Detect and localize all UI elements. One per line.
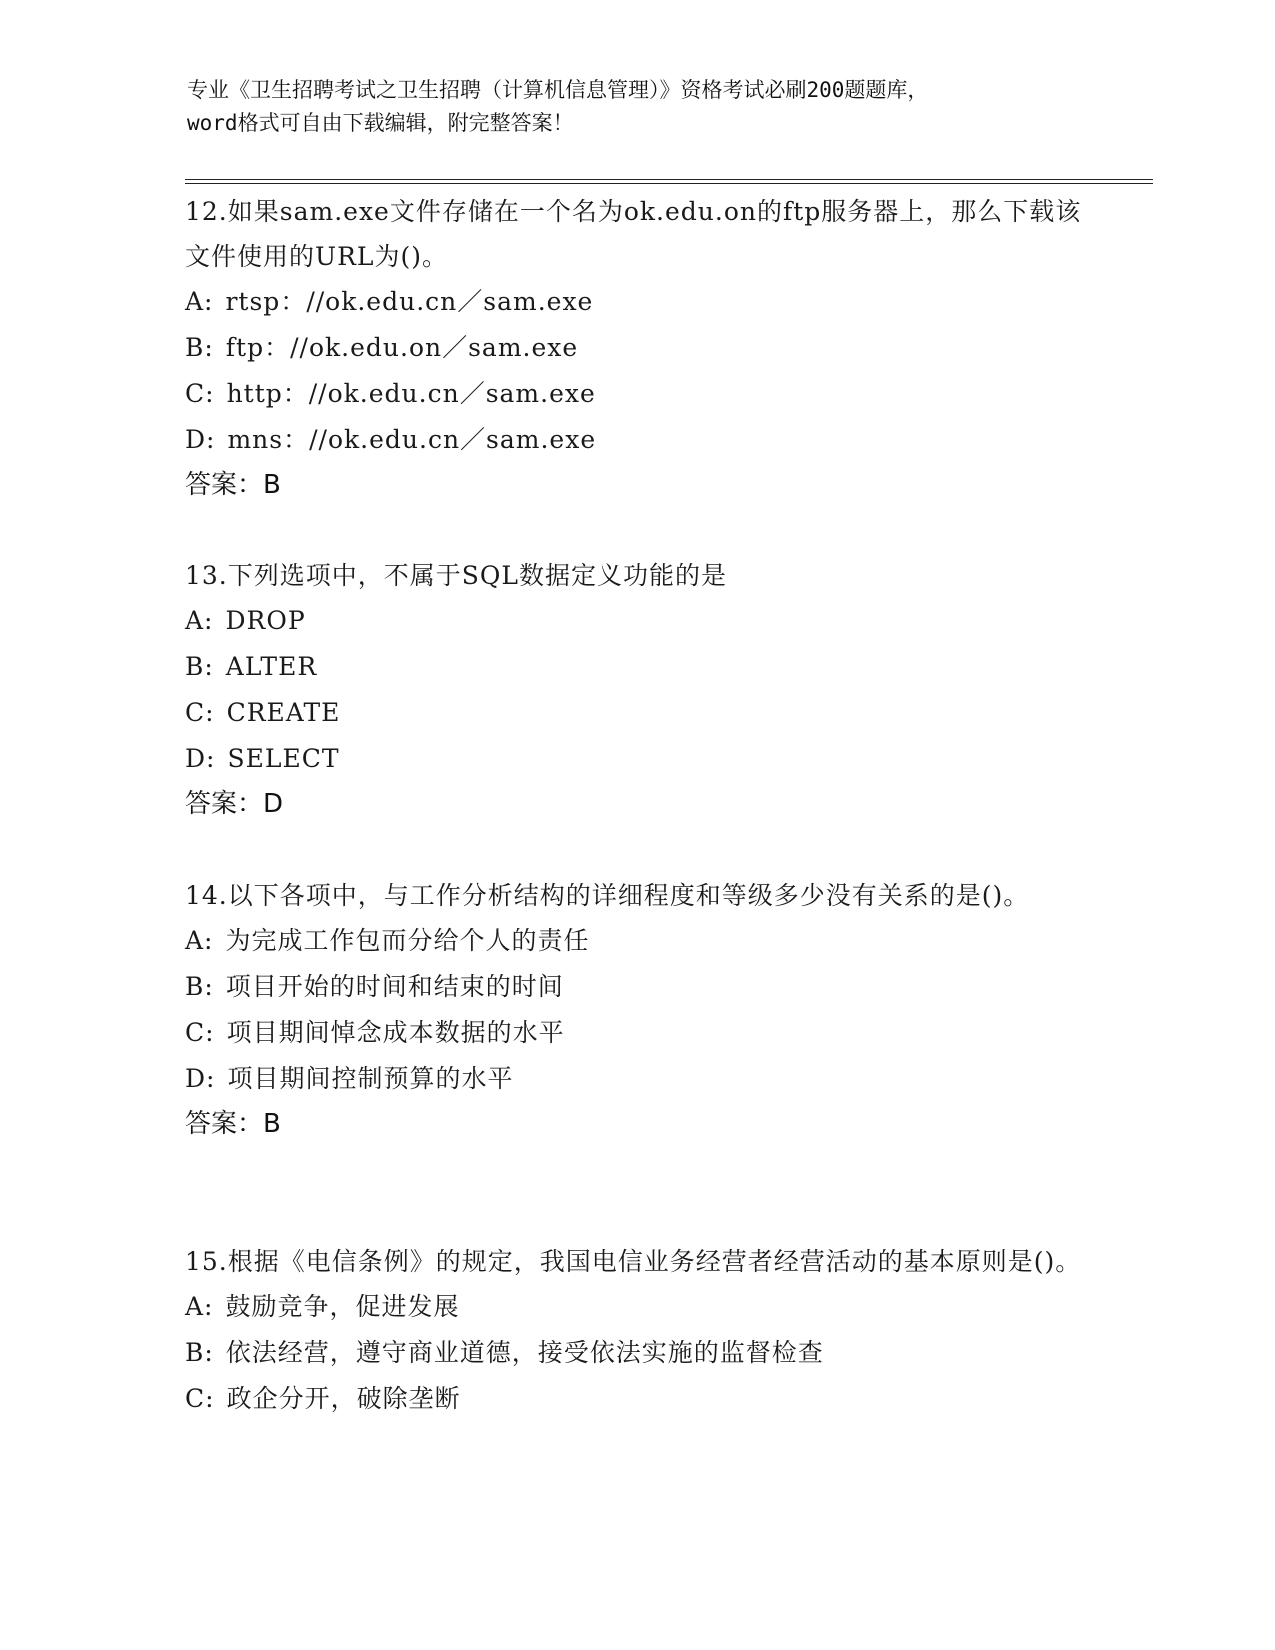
option-text: 依法经营，遵守商业道德，接受依法实施的监督检查 [225, 1338, 824, 1367]
option-b [185, 644, 1085, 690]
option-key: A: [185, 606, 214, 635]
option-text: rtsp：//ok.edu.cn／sam.exe [225, 287, 594, 316]
option-key: A: [185, 287, 214, 316]
question-14 [185, 873, 1085, 1146]
option-key: A: [185, 1292, 214, 1321]
document-header [187, 74, 1087, 140]
option-text: CREATE [226, 698, 341, 727]
option-key: B: [185, 1338, 214, 1367]
answer-line: 答案：D [185, 789, 284, 819]
option-b [185, 964, 1085, 1010]
option-a [185, 918, 1085, 964]
question-stem: 14.以下各项中，与工作分析结构的详细程度和等级多少没有关系的是()。 [185, 881, 1030, 910]
question-stem: 15.根据《电信条例》的规定，我国电信业务经营者经营活动的基本原则是()。 [185, 1247, 1082, 1276]
option-key: C: [185, 1384, 215, 1413]
option-key: C: [185, 379, 215, 408]
option-a [185, 1284, 1085, 1330]
option-d [185, 736, 1085, 782]
option-text: 鼓励竞争，促进发展 [225, 1292, 460, 1321]
option-text: 项目开始的时间和结束的时间 [225, 972, 564, 1001]
option-text: DROP [225, 606, 306, 635]
header-divider-top [185, 179, 1153, 180]
option-d [185, 417, 1085, 463]
header-divider-bottom [185, 183, 1153, 184]
option-text: 政企分开，破除垄断 [226, 1384, 461, 1413]
question-stem: 13.下列选项中，不属于SQL数据定义功能的是 [185, 561, 727, 590]
option-key: C: [185, 698, 215, 727]
option-key: C: [185, 1018, 215, 1047]
option-key: D: [185, 744, 216, 773]
header-line-2: word格式可自由下载编辑，附完整答案！ [187, 111, 574, 135]
option-a [185, 279, 1085, 325]
header-line-1: 专业《卫生招聘考试之卫生招聘（计算机信息管理）》资格考试必刷200题题库， [187, 78, 929, 102]
option-c [185, 1010, 1085, 1056]
question-13 [185, 553, 1085, 826]
question-12 [185, 189, 1085, 507]
option-key: A: [185, 926, 214, 955]
option-c [185, 371, 1085, 417]
option-d [185, 1056, 1085, 1102]
option-c [185, 690, 1085, 736]
option-key: B: [185, 652, 214, 681]
option-text: 项目期间悼念成本数据的水平 [226, 1018, 565, 1047]
question-stem: 12.如果sam.exe文件存储在一个名为ok.edu.on的ftp服务器上，那么下载该文件使用的URL为()。 [185, 197, 1082, 271]
option-key: D: [185, 1064, 216, 1093]
option-b [185, 1330, 1085, 1376]
option-text: 项目期间控制预算的水平 [227, 1064, 514, 1093]
question-15 [185, 1239, 1085, 1422]
option-text: ALTER [225, 652, 318, 681]
option-key: D: [185, 425, 216, 454]
option-b [185, 325, 1085, 371]
answer-line: 答案：B [185, 470, 281, 500]
option-text: SELECT [227, 744, 340, 773]
option-text: ftp：//ok.edu.on／sam.exe [225, 333, 579, 362]
option-a [185, 598, 1085, 644]
option-key: B: [185, 333, 214, 362]
answer-line: 答案：B [185, 1109, 281, 1139]
option-text: 为完成工作包而分给个人的责任 [225, 926, 590, 955]
option-text: http：//ok.edu.cn／sam.exe [226, 379, 596, 408]
option-text: mns：//ok.edu.cn／sam.exe [227, 425, 597, 454]
option-c [185, 1376, 1085, 1422]
option-key: B: [185, 972, 214, 1001]
